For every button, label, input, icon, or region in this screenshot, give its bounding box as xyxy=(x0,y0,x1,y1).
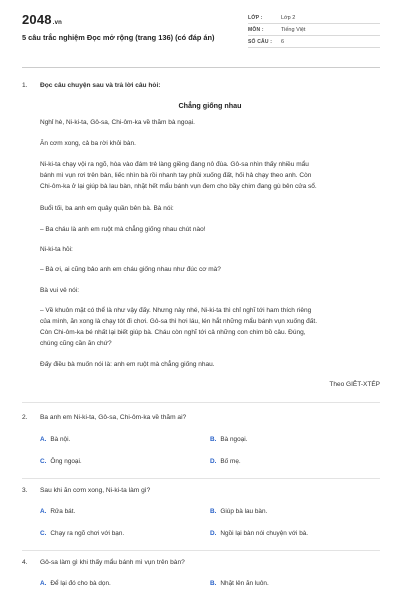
logo-text: 2048 xyxy=(22,12,52,27)
option-text: Bà nội. xyxy=(50,436,71,443)
option-text: Rửa bát. xyxy=(50,508,76,515)
option-row xyxy=(40,508,380,518)
meta-row-class xyxy=(248,12,380,24)
option-a[interactable] xyxy=(40,436,70,443)
header-divider xyxy=(22,67,380,68)
question-number: 4. xyxy=(22,559,28,566)
question-separator xyxy=(22,478,380,479)
meta-row-count xyxy=(248,36,380,48)
meta-row-subject xyxy=(248,24,380,36)
story-line: Ni-ki-ta chạy vội ra ngõ, hòa vào đám trẻ làng giềng đang nô đùa. Gô-sa nhìn thấy nhiều mẩu xyxy=(40,161,309,168)
option-letter: A. xyxy=(40,436,47,443)
option-row xyxy=(40,580,380,590)
story-line: Còn Chi-ôm-ka bé nhất lại biết giúp bà. Cháu còn nghĩ tới cả những con chim bồ câu. Đúng, xyxy=(40,329,306,336)
option-b[interactable] xyxy=(210,580,269,587)
question-prompt: Đọc câu chuyện sau và trả lời câu hỏi: xyxy=(40,82,161,89)
story-author: Theo GIÊT-XTÉP xyxy=(329,381,380,388)
meta-value: Tiếng Việt xyxy=(281,26,306,33)
meta-key: MÔN : xyxy=(248,26,264,33)
option-text: Ông ngoại. xyxy=(50,458,82,465)
option-c[interactable] xyxy=(40,530,124,537)
option-text: Bố mẹ. xyxy=(220,458,241,465)
page-header xyxy=(0,0,400,62)
story-line: Nghỉ hè, Ni-ki-ta, Gô-sa, Chi-ôm-ka về thăm bà ngoại. xyxy=(40,119,195,126)
meta-key: LỚP : xyxy=(248,14,263,21)
option-letter: A. xyxy=(40,580,47,587)
option-b[interactable] xyxy=(210,508,267,515)
story-line: Chi-ôm-ka ở lại giúp bà lau bàn, nhặt hết mẩu bánh vụn đem cho bầy chim đang gù bên cửa sổ. xyxy=(40,183,317,190)
meta-value: 6 xyxy=(281,38,285,45)
question-number: 2. xyxy=(22,414,28,421)
story-line: – Về khuôn mặt có thể là như vậy đấy. Nhưng này nhé, Ni-ki-ta thì chỉ nghĩ tới ham thích riêng xyxy=(40,307,312,314)
question-separator xyxy=(22,550,380,551)
option-letter: C. xyxy=(40,530,47,537)
site-logo[interactable] xyxy=(22,12,62,27)
option-c[interactable] xyxy=(40,458,82,465)
option-letter: D. xyxy=(210,458,217,465)
option-row xyxy=(40,436,380,446)
document-title: 5 câu trắc nghiệm Đọc mở rộng (trang 136) (có đáp án) xyxy=(22,33,215,42)
option-d[interactable] xyxy=(210,458,241,465)
option-text: Giúp bà lau bàn. xyxy=(220,508,268,515)
story-line: bánh mì vụn rơi trên bàn, liếc nhìn bà rồi nhanh tay phủi xuống đất, hối hả chạy theo anh. Còn xyxy=(40,172,312,179)
story-line: của mình, ăn xong là chạy tót đi chơi. Gô-sa thì hơi láu, lén hắt những mẩu bánh vụn xuống đất. xyxy=(40,318,318,325)
option-row xyxy=(40,458,380,468)
story-line: – Bà ơi, ai cũng bảo anh em cháu giống nhau như đúc cơ mà? xyxy=(40,266,221,273)
story-line: Ăn cơm xong, cả ba rời khỏi bàn. xyxy=(40,140,136,147)
option-letter: D. xyxy=(210,530,217,537)
question-number: 3. xyxy=(22,487,28,494)
story-line: – Ba cháu là anh em ruột mà chẳng giống nhau chút nào! xyxy=(40,226,206,233)
option-letter: B. xyxy=(210,436,217,443)
story-line: Đấy điều bà muốn nói là: anh em ruột mà chẳng giống nhau. xyxy=(40,361,215,368)
story-line: chúng cũng cần ăn chứ? xyxy=(40,340,112,347)
option-text: Để lại đó cho bà dọn. xyxy=(50,580,111,587)
option-text: Chạy ra ngõ chơi với bạn. xyxy=(50,530,125,537)
story-line: Bà vui vẻ nói: xyxy=(40,287,80,294)
option-a[interactable] xyxy=(40,508,75,515)
question-number: 1. xyxy=(22,82,28,89)
option-letter: C. xyxy=(40,458,47,465)
option-letter: A. xyxy=(40,508,47,515)
story-title: Chẳng giống nhau xyxy=(178,101,242,110)
meta-value: Lớp 2 xyxy=(281,14,296,21)
option-row xyxy=(40,530,380,540)
option-letter: B. xyxy=(210,580,217,587)
question-prompt: Ba anh em Ni-ki-ta, Gô-sa, Chi-ôm-ka về thăm ai? xyxy=(40,414,187,421)
question-separator xyxy=(22,402,380,403)
option-a[interactable] xyxy=(40,580,111,587)
option-text: Ngồi lại bàn nói chuyện với bà. xyxy=(220,530,309,537)
option-text: Nhặt lên ăn luôn. xyxy=(220,580,269,587)
option-b[interactable] xyxy=(210,436,247,443)
question-prompt: Sau khi ăn cơm xong, Ni-ki-ta làm gì? xyxy=(40,487,151,494)
meta-info-box xyxy=(248,12,380,48)
option-letter: B. xyxy=(210,508,217,515)
option-d[interactable] xyxy=(210,530,308,537)
option-text: Bà ngoại. xyxy=(220,436,248,443)
story-line: Ni-ki-ta hỏi: xyxy=(40,246,73,253)
story-line: Buổi tối, ba anh em quây quần bên bà. Bà nói: xyxy=(40,205,174,212)
question-prompt: Gô-sa làm gì khi thấy mẩu bánh mì vụn trên bàn? xyxy=(40,559,185,566)
meta-key: SỐ CÂU : xyxy=(248,38,273,45)
logo-tld: .vn xyxy=(52,20,63,26)
